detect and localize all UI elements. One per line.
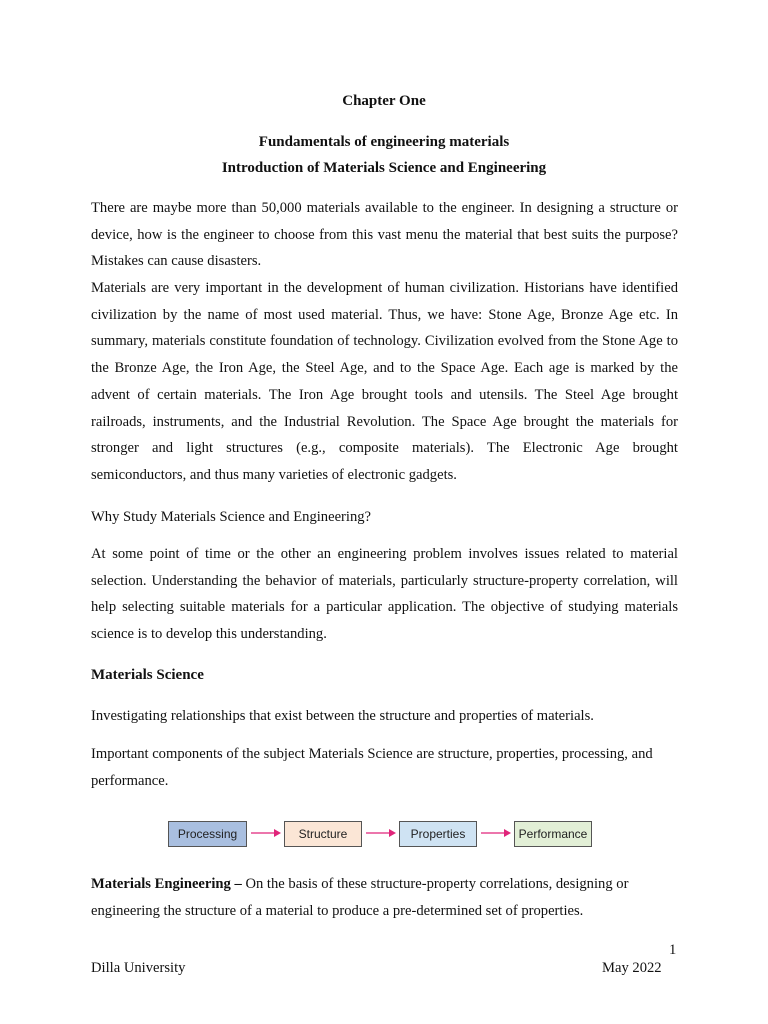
arrow-properties-performance-icon [480,826,512,840]
structure-box: Structure [284,821,362,847]
paragraph-civilization: Materials are very important in the development of human civilization. Historians have identified civilization by the name of most used material. Thus, we have: Stone Age, Bronze Age etc. In summary, materials constitute foundation of technology. Civilization evolved from the Stone Age to the Bronze Age, the Iron Age, the Steel Age, and to the Space Age. Each age is marked by the advent of certain materials. The Iron Age brought tools and utensils. The Steel Age brought railroads, instruments, and the Industrial Revolution. The Space Age brought the materials for stronger and light structures (e.g., composite materials). The Electronic Age brought semiconductors, and thus many varieties of electronic gadgets. [91,280,678,483]
materials-engineering-text: On the basis of these structure-property correlations, designing or engineering the structure of a material to produce a pre-determined set of properties. [91,876,629,919]
subtitle-fundamentals: Fundamentals of engineering materials [258,134,510,150]
properties-box: Properties [399,821,477,847]
why-study-heading: Why Study Materials Science and Engineering? [91,509,372,525]
materials-engineering-heading: Materials Engineering – [91,876,242,892]
subtitle-introduction: Introduction of Materials Science and Engineering [221,160,547,176]
footer-date: May 2022 [602,960,662,976]
materials-engineering-paragraph [91,871,691,924]
performance-box: Performance [514,821,592,847]
chapter-title: Chapter One [342,93,426,109]
materials-science-heading: Materials Science [91,667,204,683]
paragraph-materials-count: There are maybe more than 50,000 materials available to the engineer. In designing a structure or device, how is the engineer to choose from this vast menu the material that best suits the purpose? Mistakes can cause disasters. [91,200,678,270]
arrow-processing-structure-icon [250,826,282,840]
processing-box: Processing [168,821,247,847]
paragraph-why-study: At some point of time or the other an engineering problem involves issues related to material selection. Understanding the behavior of materials, particularly structure-property correlation, will help selecting suitable materials for a particular application. The objective of studying materials science is to develop this understanding. [91,546,678,643]
footer-university: Dilla University [91,960,186,976]
materials-science-definition: Investigating relationships that exist between the structure and properties of materials. [91,708,594,724]
arrow-structure-properties-icon [365,826,397,840]
page-number: 1 [669,942,677,958]
components-paragraph: Important components of the subject Materials Science are structure, properties, processing, and performance. [91,746,653,789]
